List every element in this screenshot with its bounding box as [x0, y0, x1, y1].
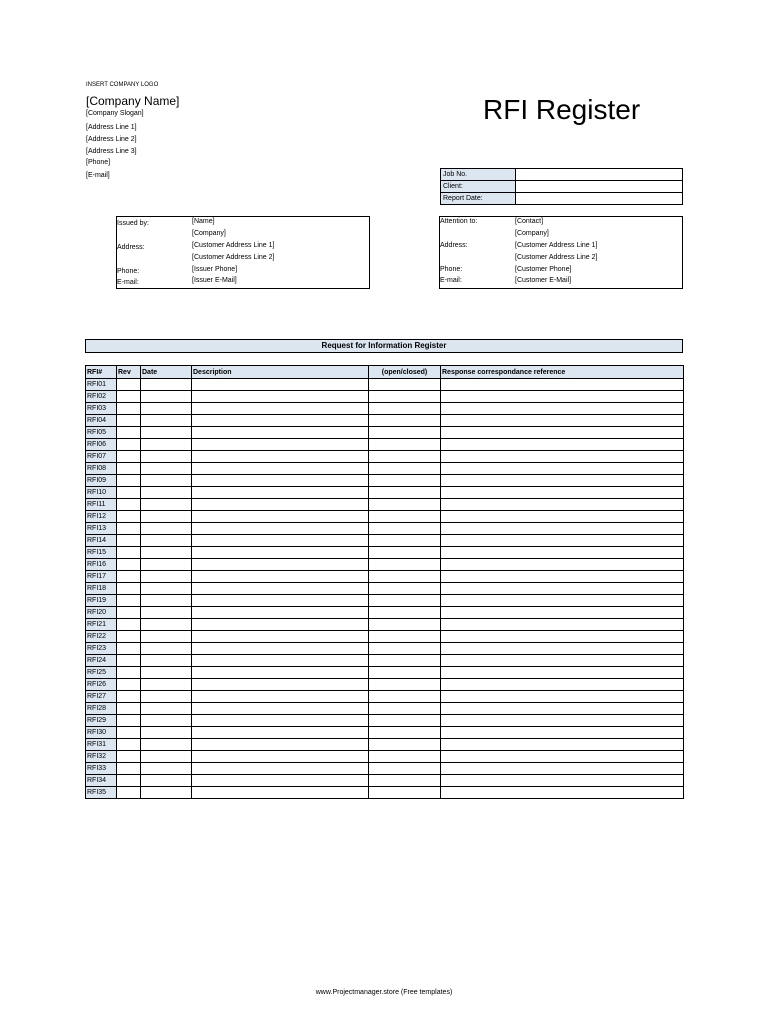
job-info-label: Job No.: [441, 169, 516, 181]
col-description-cell[interactable]: [192, 763, 369, 775]
rfi-id-cell: RFI12: [86, 511, 117, 523]
col-date-cell[interactable]: [141, 403, 192, 415]
table-row: [86, 775, 684, 787]
col-date-cell[interactable]: [141, 451, 192, 463]
job-info-row: [441, 193, 683, 205]
issuer-email-label: E-mail:: [117, 279, 139, 286]
col-response-reference-cell[interactable]: [441, 379, 684, 391]
col-status-cell[interactable]: [369, 583, 441, 595]
col-response-reference-cell[interactable]: [441, 739, 684, 751]
col-date-cell[interactable]: [141, 619, 192, 631]
col-rev-cell[interactable]: [117, 667, 141, 679]
col-status-cell[interactable]: [369, 451, 441, 463]
table-row: [86, 763, 684, 775]
company-email: [E-mail]: [86, 172, 110, 179]
col-status-cell[interactable]: [369, 727, 441, 739]
col-rev-cell[interactable]: [117, 427, 141, 439]
table-row: [86, 415, 684, 427]
issued-by-label: Issued by:: [117, 220, 149, 227]
col-description-header: Description: [192, 366, 369, 379]
col-response-reference-cell[interactable]: [441, 631, 684, 643]
col-description-cell[interactable]: [192, 667, 369, 679]
col-response-reference-cell[interactable]: [441, 643, 684, 655]
col-status-cell[interactable]: [369, 751, 441, 763]
job-info-table: [440, 168, 683, 205]
rfi-id-cell: RFI23: [86, 643, 117, 655]
col-response-reference-header: Response correspondance reference: [441, 366, 684, 379]
col-response-reference-cell[interactable]: [441, 727, 684, 739]
col-status-cell[interactable]: [369, 679, 441, 691]
col-rev-cell[interactable]: [117, 727, 141, 739]
col-response-reference-cell[interactable]: [441, 559, 684, 571]
table-row: [86, 451, 684, 463]
table-row: [86, 499, 684, 511]
col-rev-cell[interactable]: [117, 595, 141, 607]
issued-by-box: [116, 216, 370, 289]
col-status-cell[interactable]: [369, 475, 441, 487]
attention-address-line-2[interactable]: [Customer Address Line 2]: [515, 254, 598, 261]
table-row: [86, 583, 684, 595]
page-title: RFI Register: [483, 94, 641, 125]
col-rev-cell[interactable]: [117, 571, 141, 583]
rfi-id-cell: RFI01: [86, 379, 117, 391]
col-status-cell[interactable]: [369, 487, 441, 499]
col-status-cell[interactable]: [369, 427, 441, 439]
footer-text: www.Projectmanager.store (Free templates): [315, 989, 453, 996]
col-rfi-number-header: RFI#: [86, 366, 117, 379]
rfi-id-cell: RFI08: [86, 463, 117, 475]
col-date-cell[interactable]: [141, 547, 192, 559]
col-status-cell[interactable]: [369, 511, 441, 523]
col-date-cell[interactable]: [141, 631, 192, 643]
rfi-id-cell: RFI16: [86, 559, 117, 571]
col-status-cell[interactable]: [369, 571, 441, 583]
table-row: [86, 751, 684, 763]
col-description-cell[interactable]: [192, 451, 369, 463]
table-row: [86, 535, 684, 547]
col-rev-cell[interactable]: [117, 775, 141, 787]
logo-placeholder: INSERT COMPANY LOGO: [86, 82, 159, 88]
rfi-id-cell: RFI26: [86, 679, 117, 691]
col-date-cell[interactable]: [141, 391, 192, 403]
table-row: [86, 739, 684, 751]
col-rev-cell[interactable]: [117, 403, 141, 415]
job-info-value[interactable]: [515, 169, 682, 181]
col-description-cell[interactable]: [192, 511, 369, 523]
col-status-cell[interactable]: [369, 403, 441, 415]
col-response-reference-cell[interactable]: [441, 499, 684, 511]
col-description-cell[interactable]: [192, 535, 369, 547]
table-row: [86, 391, 684, 403]
col-status-cell[interactable]: [369, 703, 441, 715]
col-description-cell[interactable]: [192, 391, 369, 403]
col-date-cell[interactable]: [141, 511, 192, 523]
col-status-cell[interactable]: [369, 667, 441, 679]
col-status-cell[interactable]: [369, 739, 441, 751]
col-description-cell[interactable]: [192, 475, 369, 487]
table-row: [86, 439, 684, 451]
attention-phone-label: Phone:: [440, 266, 463, 273]
col-description-cell[interactable]: [192, 775, 369, 787]
rfi-id-cell: RFI06: [86, 439, 117, 451]
table-row: [86, 547, 684, 559]
col-description-cell[interactable]: [192, 439, 369, 451]
col-rev-cell[interactable]: [117, 379, 141, 391]
job-info-label: Client:: [441, 181, 516, 193]
col-status-cell[interactable]: [369, 547, 441, 559]
job-info-row: [441, 181, 683, 193]
col-response-reference-cell[interactable]: [441, 547, 684, 559]
company-address-line-2: [Address Line 2]: [86, 136, 137, 143]
col-rev-cell[interactable]: [117, 691, 141, 703]
col-rev-cell[interactable]: [117, 511, 141, 523]
rfi-id-cell: RFI07: [86, 451, 117, 463]
col-response-reference-cell[interactable]: [441, 571, 684, 583]
col-rev-cell[interactable]: [117, 391, 141, 403]
col-date-cell[interactable]: [141, 475, 192, 487]
table-row: [86, 463, 684, 475]
rfi-id-cell: RFI20: [86, 607, 117, 619]
col-response-reference-cell[interactable]: [441, 487, 684, 499]
col-description-cell[interactable]: [192, 559, 369, 571]
col-status-cell[interactable]: [369, 607, 441, 619]
register-title: Request for Information Register: [85, 339, 683, 353]
col-description-cell[interactable]: [192, 787, 369, 799]
col-response-reference-cell[interactable]: [441, 787, 684, 799]
col-response-reference-cell[interactable]: [441, 511, 684, 523]
col-date-cell[interactable]: [141, 559, 192, 571]
col-description-cell[interactable]: [192, 739, 369, 751]
col-description-cell[interactable]: [192, 583, 369, 595]
col-date-cell[interactable]: [141, 379, 192, 391]
issuer-company[interactable]: [Company]: [192, 230, 226, 237]
col-status-cell[interactable]: [369, 643, 441, 655]
col-status-cell[interactable]: [369, 631, 441, 643]
rfi-id-cell: RFI35: [86, 787, 117, 799]
col-date-cell[interactable]: [141, 727, 192, 739]
company-slogan: [Company Slogan]: [86, 110, 144, 117]
col-date-cell[interactable]: [141, 751, 192, 763]
col-rev-cell[interactable]: [117, 715, 141, 727]
col-description-cell[interactable]: [192, 463, 369, 475]
rfi-id-cell: RFI32: [86, 751, 117, 763]
col-description-cell[interactable]: [192, 619, 369, 631]
col-date-cell[interactable]: [141, 427, 192, 439]
table-row: [86, 595, 684, 607]
table-row: [86, 427, 684, 439]
col-description-cell[interactable]: [192, 643, 369, 655]
rfi-id-cell: RFI33: [86, 763, 117, 775]
col-date-cell[interactable]: [141, 643, 192, 655]
table-row: [86, 727, 684, 739]
table-row: [86, 487, 684, 499]
rfi-id-cell: RFI17: [86, 571, 117, 583]
table-row: [86, 643, 684, 655]
col-description-cell[interactable]: [192, 523, 369, 535]
col-description-cell[interactable]: [192, 547, 369, 559]
col-status-cell[interactable]: [369, 391, 441, 403]
table-row: [86, 619, 684, 631]
col-status-cell[interactable]: [369, 463, 441, 475]
attention-company[interactable]: [Company]: [515, 230, 549, 237]
col-date-cell[interactable]: [141, 679, 192, 691]
job-info-value[interactable]: [515, 181, 682, 193]
col-response-reference-cell[interactable]: [441, 523, 684, 535]
col-rev-cell[interactable]: [117, 655, 141, 667]
table-row: [86, 691, 684, 703]
table-row: [86, 631, 684, 643]
rfi-id-cell: RFI19: [86, 595, 117, 607]
attention-address-label: Address:: [440, 242, 468, 249]
col-rev-cell[interactable]: [117, 439, 141, 451]
attention-contact[interactable]: [Contact]: [515, 218, 544, 225]
col-response-reference-cell[interactable]: [441, 607, 684, 619]
rfi-id-cell: RFI28: [86, 703, 117, 715]
col-date-cell[interactable]: [141, 571, 192, 583]
table-row: [86, 787, 684, 799]
rfi-id-cell: RFI05: [86, 427, 117, 439]
rfi-id-cell: RFI27: [86, 691, 117, 703]
col-status-cell[interactable]: [369, 439, 441, 451]
col-description-cell[interactable]: [192, 403, 369, 415]
col-description-cell[interactable]: [192, 715, 369, 727]
col-rev-cell[interactable]: [117, 643, 141, 655]
issuer-address-label: Address:: [117, 244, 145, 251]
company-address-line-1: [Address Line 1]: [86, 124, 137, 131]
col-date-cell[interactable]: [141, 655, 192, 667]
rfi-id-cell: RFI14: [86, 535, 117, 547]
table-row: [86, 715, 684, 727]
col-response-reference-cell[interactable]: [441, 667, 684, 679]
col-status-cell[interactable]: [369, 379, 441, 391]
col-description-cell[interactable]: [192, 631, 369, 643]
col-rev-cell[interactable]: [117, 703, 141, 715]
table-row: [86, 379, 684, 391]
col-description-cell[interactable]: [192, 607, 369, 619]
job-info-value[interactable]: [515, 193, 682, 205]
rfi-id-cell: RFI34: [86, 775, 117, 787]
rfi-id-cell: RFI24: [86, 655, 117, 667]
attention-email-label: E-mail:: [440, 277, 462, 284]
table-row: [86, 571, 684, 583]
col-description-cell[interactable]: [192, 571, 369, 583]
company-address-line-3: [Address Line 3]: [86, 148, 137, 155]
col-date-cell[interactable]: [141, 715, 192, 727]
rfi-id-cell: RFI10: [86, 487, 117, 499]
col-date-cell[interactable]: [141, 667, 192, 679]
col-rev-cell[interactable]: [117, 523, 141, 535]
col-rev-cell[interactable]: [117, 619, 141, 631]
rfi-id-cell: RFI13: [86, 523, 117, 535]
col-status-cell[interactable]: [369, 559, 441, 571]
col-description-cell[interactable]: [192, 679, 369, 691]
col-date-cell[interactable]: [141, 583, 192, 595]
col-response-reference-cell[interactable]: [441, 463, 684, 475]
issuer-phone[interactable]: [Issuer Phone]: [192, 266, 238, 273]
company-name: [Company Name]: [86, 94, 180, 108]
col-date-cell[interactable]: [141, 487, 192, 499]
col-response-reference-cell[interactable]: [441, 583, 684, 595]
table-row: [86, 655, 684, 667]
issuer-address-line-2[interactable]: [Customer Address Line 2]: [192, 254, 275, 261]
col-response-reference-cell[interactable]: [441, 415, 684, 427]
col-description-cell[interactable]: [192, 415, 369, 427]
rfi-id-cell: RFI18: [86, 583, 117, 595]
table-row: [86, 403, 684, 415]
col-date-cell[interactable]: [141, 607, 192, 619]
col-status-cell[interactable]: [369, 763, 441, 775]
company-phone: [Phone]: [86, 159, 111, 166]
issuer-name[interactable]: [Name]: [192, 218, 215, 225]
job-info-label: Report Date:: [441, 193, 516, 205]
col-response-reference-cell[interactable]: [441, 595, 684, 607]
col-description-cell[interactable]: [192, 379, 369, 391]
col-date-cell[interactable]: [141, 415, 192, 427]
col-date-cell[interactable]: [141, 595, 192, 607]
col-response-reference-cell[interactable]: [441, 763, 684, 775]
table-row: [86, 475, 684, 487]
col-date-cell[interactable]: [141, 523, 192, 535]
col-description-cell[interactable]: [192, 751, 369, 763]
col-rev-cell[interactable]: [117, 751, 141, 763]
col-status-cell[interactable]: [369, 535, 441, 547]
col-date-cell[interactable]: [141, 763, 192, 775]
col-rev-cell[interactable]: [117, 763, 141, 775]
col-rev-cell[interactable]: [117, 451, 141, 463]
rfi-id-cell: RFI02: [86, 391, 117, 403]
col-response-reference-cell[interactable]: [441, 655, 684, 667]
attention-email[interactable]: [Customer E-Mail]: [515, 277, 572, 284]
col-status-cell[interactable]: [369, 499, 441, 511]
col-rev-cell[interactable]: [117, 535, 141, 547]
issuer-phone-label: Phone:: [117, 268, 140, 275]
col-date-header: Date: [141, 366, 192, 379]
col-status-cell[interactable]: [369, 523, 441, 535]
col-status-cell[interactable]: [369, 415, 441, 427]
col-status-cell[interactable]: [369, 619, 441, 631]
col-rev-cell[interactable]: [117, 679, 141, 691]
table-row: [86, 559, 684, 571]
col-status-cell[interactable]: [369, 691, 441, 703]
rfi-id-cell: RFI03: [86, 403, 117, 415]
job-info-row: [441, 169, 683, 181]
col-rev-cell[interactable]: [117, 463, 141, 475]
col-rev-cell[interactable]: [117, 559, 141, 571]
col-response-reference-cell[interactable]: [441, 475, 684, 487]
col-date-cell[interactable]: [141, 703, 192, 715]
attention-address-line-1[interactable]: [Customer Address Line 1]: [515, 242, 598, 249]
col-date-cell[interactable]: [141, 739, 192, 751]
col-response-reference-cell[interactable]: [441, 391, 684, 403]
col-response-reference-cell[interactable]: [441, 427, 684, 439]
col-rev-cell[interactable]: [117, 499, 141, 511]
col-status-cell[interactable]: [369, 655, 441, 667]
col-response-reference-cell[interactable]: [441, 751, 684, 763]
col-rev-cell[interactable]: [117, 415, 141, 427]
col-description-cell[interactable]: [192, 595, 369, 607]
rfi-id-cell: RFI09: [86, 475, 117, 487]
col-date-cell[interactable]: [141, 463, 192, 475]
col-response-reference-cell[interactable]: [441, 775, 684, 787]
rfi-id-cell: RFI25: [86, 667, 117, 679]
rfi-id-cell: RFI31: [86, 739, 117, 751]
col-response-reference-cell[interactable]: [441, 715, 684, 727]
col-description-cell[interactable]: [192, 703, 369, 715]
col-description-cell[interactable]: [192, 427, 369, 439]
col-rev-cell[interactable]: [117, 739, 141, 751]
table-row: [86, 667, 684, 679]
col-response-reference-cell[interactable]: [441, 691, 684, 703]
table-row: [86, 511, 684, 523]
rfi-id-cell: RFI30: [86, 727, 117, 739]
col-rev-cell[interactable]: [117, 547, 141, 559]
rfi-register-table: [85, 365, 684, 799]
attention-to-box: [439, 216, 683, 289]
table-row: [86, 523, 684, 535]
rfi-id-cell: RFI15: [86, 547, 117, 559]
col-date-cell[interactable]: [141, 499, 192, 511]
table-row: [86, 703, 684, 715]
col-status-cell[interactable]: [369, 787, 441, 799]
col-rev-cell[interactable]: [117, 475, 141, 487]
col-rev-cell[interactable]: [117, 607, 141, 619]
col-description-cell[interactable]: [192, 727, 369, 739]
col-response-reference-cell[interactable]: [441, 619, 684, 631]
col-rev-cell[interactable]: [117, 631, 141, 643]
col-date-cell[interactable]: [141, 787, 192, 799]
issuer-address-line-1[interactable]: [Customer Address Line 1]: [192, 242, 275, 249]
table-row: [86, 607, 684, 619]
col-status-header: (open/closed): [369, 366, 441, 379]
col-rev-cell[interactable]: [117, 583, 141, 595]
col-description-cell[interactable]: [192, 655, 369, 667]
col-status-cell[interactable]: [369, 595, 441, 607]
col-date-cell[interactable]: [141, 691, 192, 703]
rfi-id-cell: RFI21: [86, 619, 117, 631]
rfi-id-cell: RFI04: [86, 415, 117, 427]
col-date-cell[interactable]: [141, 535, 192, 547]
col-rev-cell[interactable]: [117, 487, 141, 499]
table-row: [86, 679, 684, 691]
col-response-reference-cell[interactable]: [441, 451, 684, 463]
col-response-reference-cell[interactable]: [441, 403, 684, 415]
col-date-cell[interactable]: [141, 775, 192, 787]
col-response-reference-cell[interactable]: [441, 439, 684, 451]
issuer-email[interactable]: [Issuer E-Mail]: [192, 277, 237, 284]
col-response-reference-cell[interactable]: [441, 703, 684, 715]
col-rev-header: Rev: [117, 366, 141, 379]
attention-phone[interactable]: [Customer Phone]: [515, 266, 572, 273]
col-date-cell[interactable]: [141, 439, 192, 451]
rfi-id-cell: RFI22: [86, 631, 117, 643]
col-response-reference-cell[interactable]: [441, 535, 684, 547]
col-description-cell[interactable]: [192, 499, 369, 511]
rfi-id-cell: RFI11: [86, 499, 117, 511]
rfi-id-cell: RFI29: [86, 715, 117, 727]
col-description-cell[interactable]: [192, 487, 369, 499]
col-description-cell[interactable]: [192, 691, 369, 703]
col-rev-cell[interactable]: [117, 787, 141, 799]
attention-label: Attention to:: [440, 218, 478, 225]
col-status-cell[interactable]: [369, 775, 441, 787]
col-response-reference-cell[interactable]: [441, 679, 684, 691]
col-status-cell[interactable]: [369, 715, 441, 727]
